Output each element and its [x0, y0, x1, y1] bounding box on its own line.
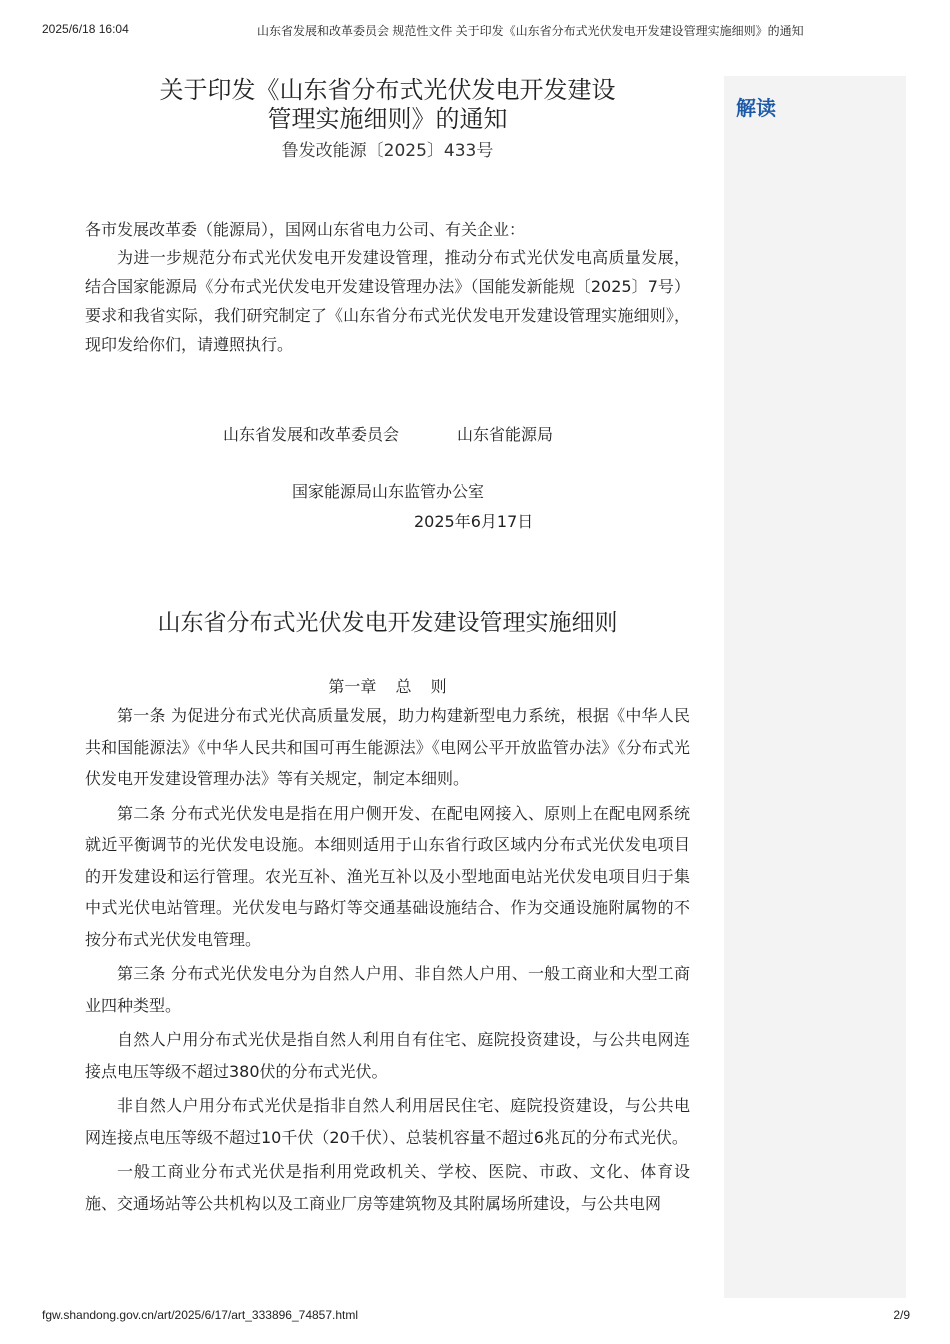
article-paragraph: 第三条 分布式光伏发电分为自然人户用、非自然人户用、一般工商业和大型工商业四种类型。: [85, 964, 690, 1015]
article-paragraph: 非自然人户用分布式光伏是指非自然人利用居民住宅、庭院投资建设，与公共电网连接点电压等级不超过10千伏（20千伏）、总装机容量不超过6兆瓦的分布式光伏。: [85, 1096, 690, 1147]
interpretation-tab[interactable]: 解读: [736, 96, 776, 120]
notice-body: 为进一步规范分布式光伏发电开发建设管理，推动分布式光伏发电高质量发展，结合国家能源局《分布式光伏发电开发建设管理办法》（国能发新能规〔2025〕7号）要求和我省实际，我们研究制定了《山东省分布式光伏发电开发建设管理实施细则》，现印发给你们，请遵照执行。: [85, 248, 690, 354]
notice-title: [85, 76, 690, 134]
article-paragraph: 一般工商业分布式光伏是指利用党政机关、学校、医院、市政、文化、体育设施、交通场站等公共机构以及工商业厂房等建筑物及其附属场所建设，与公共电网: [85, 1162, 690, 1213]
article-paragraph: 第二条 分布式光伏发电是指在用户侧开发、在配电网接入、原则上在配电网系统就近平衡调节的光伏发电设施。本细则适用于山东省行政区域内分布式光伏发电项目的开发建设和运行管理。农光互补、渔光互补以及小型地面电站光伏发电项目归于集中式光伏电站管理。光伏发电与路灯等交通基础设施结合、作为交通设施附属物的不按分布式光伏发电管理。: [85, 803, 690, 949]
print-footer: [0, 1308, 950, 1324]
addressee: 各市发展改革委（能源局），国网山东省电力公司、有关企业：: [85, 220, 526, 239]
notice-title-line1: 关于印发《山东省分布式光伏发电开发建设: [159, 76, 616, 104]
signatory-nea-office: 国家能源局山东监管办公室: [292, 482, 485, 501]
rules-articles: [85, 700, 690, 1222]
interpretation-sidebar: [724, 76, 906, 1298]
print-page-title: 山东省发展和改革委员会 规范性文件 关于印发《山东省分布式光伏发电开发建设管理实施细则》的通知: [257, 24, 804, 38]
print-header: [0, 22, 950, 38]
chapter-heading: 第一章 总 则: [328, 677, 447, 696]
article-paragraph: 第一条 为促进分布式光伏高质量发展，助力构建新型电力系统，根据《中华人民共和国能源法》《中华人民共和国可再生能源法》《电网公平开放监管办法》《分布式光伏发电开发建设管理办法》等有关规定，制定本细则。: [85, 706, 690, 788]
notice-title-line2: 管理实施细则》的通知: [267, 105, 508, 133]
signatory-energy-bureau: 山东省能源局: [457, 425, 554, 444]
page-number: 2/9: [893, 1308, 910, 1322]
rules-title: 山东省分布式光伏发电开发建设管理实施细则: [157, 610, 618, 636]
page-url: fgw.shandong.gov.cn/art/2025/6/17/art_333896_74857.html: [42, 1308, 359, 1322]
article-paragraph: 自然人户用分布式光伏是指自然人利用自有住宅、庭院投资建设，与公共电网连接点电压等级不超过380伏的分布式光伏。: [85, 1030, 690, 1081]
print-timestamp: 2025/6/18 16:04: [42, 22, 129, 36]
signatory-ndrc: 山东省发展和改革委员会: [223, 425, 400, 444]
issue-date: 2025年6月17日: [414, 512, 534, 531]
document-number: 鲁发改能源〔2025〕433号: [281, 141, 494, 161]
